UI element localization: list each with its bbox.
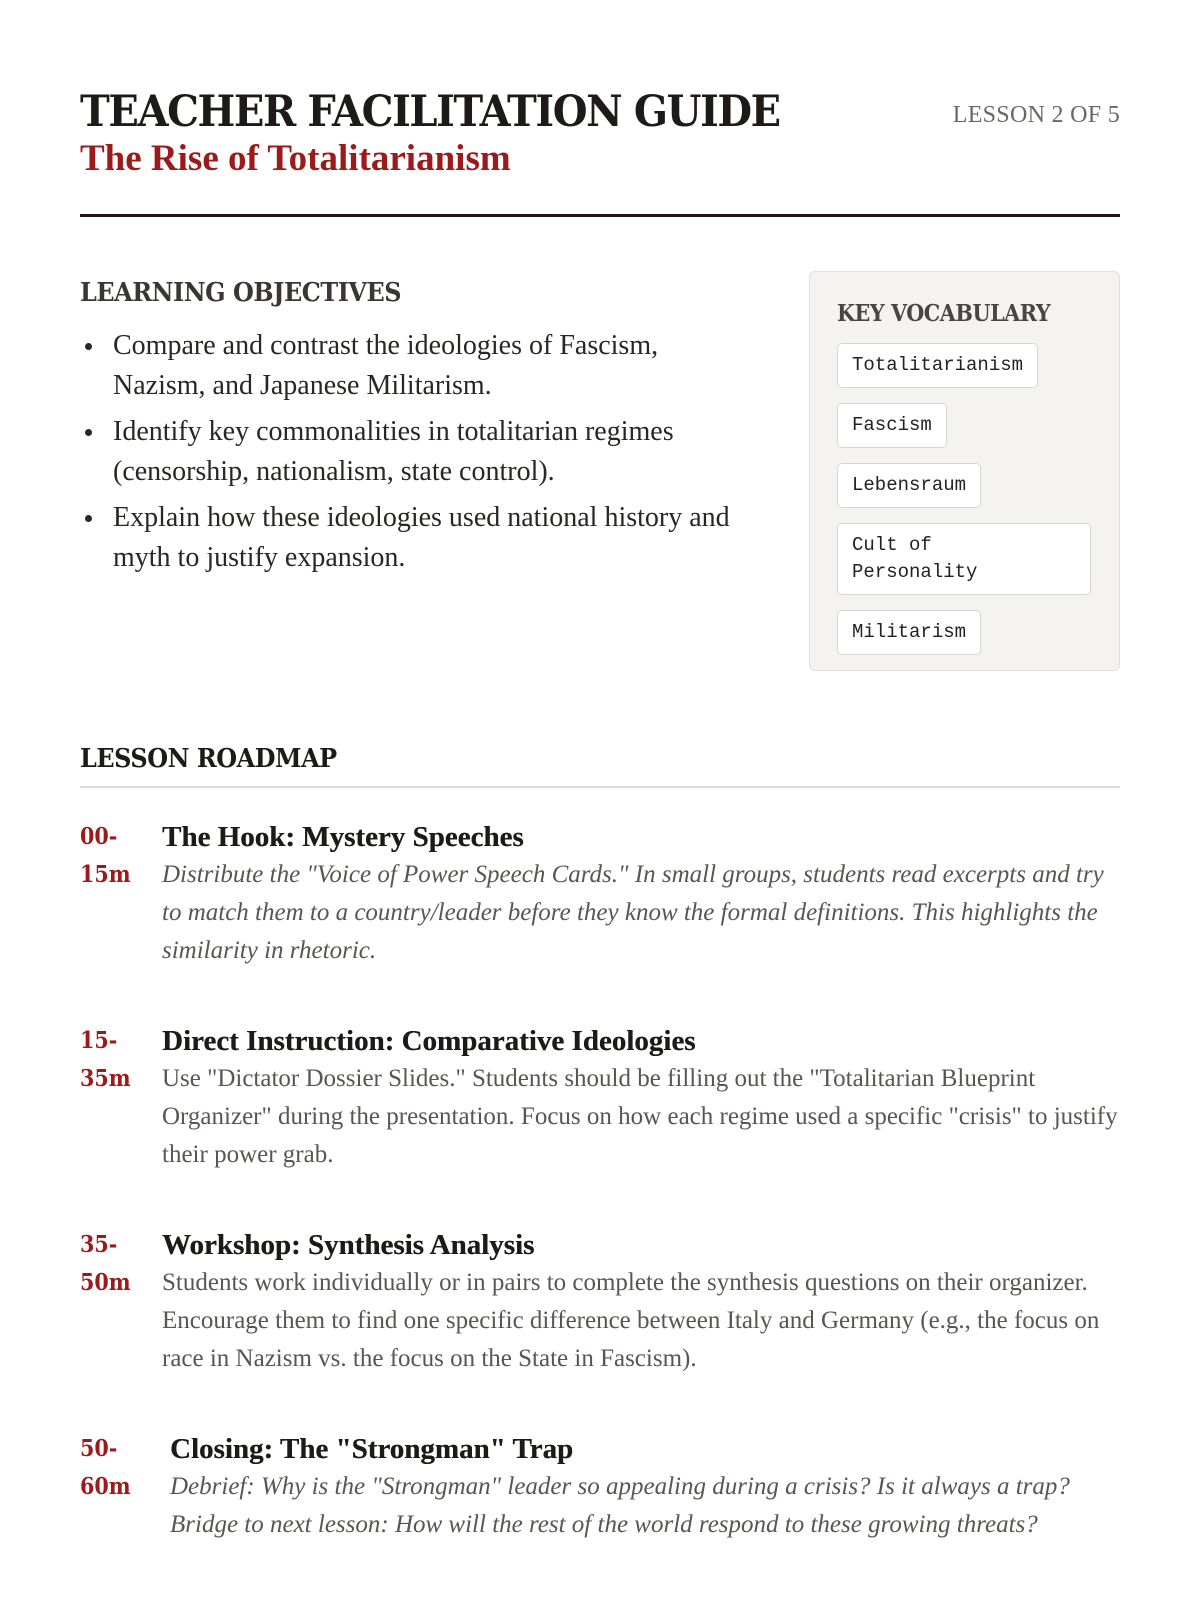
vocab-tag-totalitarianism: Totalitarianism	[837, 343, 1038, 388]
step-title: Direct Instruction: Comparative Ideologies	[162, 1025, 696, 1057]
step-time-start: 15-	[80, 1027, 118, 1054]
objective-item	[80, 326, 750, 406]
vocabulary-list	[837, 343, 1092, 655]
roadmap-step	[80, 1022, 1120, 1174]
key-vocabulary-heading: KEY VOCABULARY	[837, 300, 1051, 327]
step-description: Students work individually or in pairs to complete the synthesis questions on their organizer. Encourage them to find one specific difference between Italy and Germany (e.g., the focus on race in Nazism vs. the focus on the State in Fascism).	[162, 1269, 1100, 1372]
step-time	[80, 1430, 134, 1506]
page-title: TEACHER FACILITATION GUIDE	[80, 87, 780, 137]
step-description: Use "Dictator Dossier Slides." Students should be filling out the "Totalitarian Blueprint Organizer" during the presentation. Focus on how each regime used a specific "crisis" to justify their power grab.	[162, 1065, 1118, 1168]
objective-text: Explain how these ideologies used national history and myth to justify expansion.	[113, 502, 730, 573]
step-body	[170, 1430, 1120, 1544]
guide-header	[80, 88, 1120, 180]
step-time	[80, 818, 134, 894]
step-body	[162, 1022, 1120, 1174]
lesson-roadmap-heading: LESSON ROADMAP	[80, 744, 337, 774]
page-subtitle: The Rise of Totalitarianism	[80, 138, 511, 179]
step-time-end: 60m	[80, 1473, 131, 1500]
vocab-tag-cult-of-personality: Cult of Personality	[837, 523, 1091, 595]
roadmap-step	[80, 1226, 1120, 1378]
step-time-start: 00-	[80, 823, 118, 850]
bullet-icon	[85, 343, 92, 350]
header-divider	[80, 214, 1120, 217]
vocab-tag-militarism: Militarism	[837, 610, 981, 655]
learning-objectives-heading: LEARNING OBJECTIVES	[80, 278, 402, 308]
objective-text: Identify key commonalities in totalitarian regimes (censorship, nationalism, state control).	[113, 416, 674, 487]
step-time	[80, 1226, 134, 1302]
step-title: Workshop: Synthesis Analysis	[162, 1229, 535, 1261]
step-description: Debrief: Why is the "Strongman" leader so appealing during a crisis? Is it always a trap? Bridge to next lesson: How will the rest of the world respond to these growing threats?	[170, 1473, 1070, 1538]
step-title: Closing: The "Strongman" Trap	[170, 1433, 574, 1465]
lesson-roadmap-section	[80, 744, 1120, 1544]
step-time-start: 50-	[80, 1435, 118, 1462]
step-time-end: 50m	[80, 1269, 131, 1296]
learning-objectives-section	[80, 278, 750, 584]
objective-item	[80, 498, 750, 578]
step-time-end: 35m	[80, 1065, 131, 1092]
objectives-list	[80, 326, 750, 578]
step-time-end: 15m	[80, 861, 131, 888]
step-title: The Hook: Mystery Speeches	[162, 821, 524, 853]
objective-item	[80, 412, 750, 492]
roadmap-divider	[80, 786, 1120, 788]
bullet-icon	[85, 429, 92, 436]
step-body	[162, 818, 1120, 970]
vocab-tag-lebensraum: Lebensraum	[837, 463, 981, 508]
step-time-start: 35-	[80, 1231, 118, 1258]
step-body	[162, 1226, 1120, 1378]
key-vocabulary-panel	[809, 271, 1120, 671]
objective-text: Compare and contrast the ideologies of Fascism, Nazism, and Japanese Militarism.	[113, 330, 659, 401]
lesson-progress-label: LESSON 2 OF 5	[952, 102, 1120, 128]
step-description: Distribute the "Voice of Power Speech Cards." In small groups, students read excerpts and try to match them to a country/leader before they know the formal definitions. This highlights the similarity in rhetoric.	[162, 861, 1104, 964]
roadmap-step	[80, 1430, 1120, 1544]
roadmap-step	[80, 818, 1120, 970]
step-time	[80, 1022, 134, 1098]
vocab-tag-fascism: Fascism	[837, 403, 947, 448]
bullet-icon	[85, 515, 92, 522]
